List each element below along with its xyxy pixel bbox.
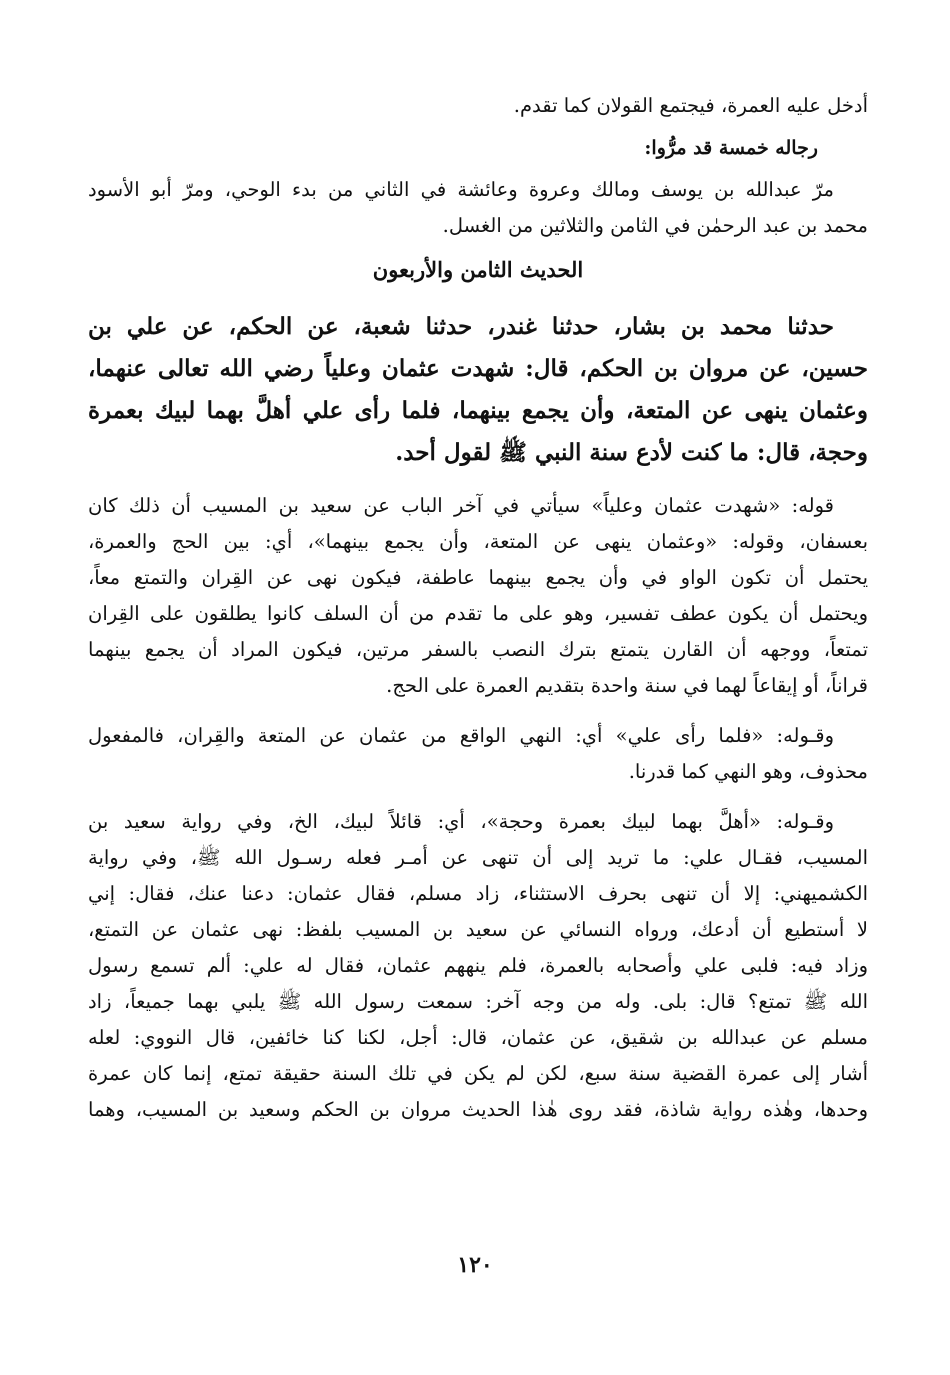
hadith-line: وحجة، قال: ما كنت لأدع سنة النبي ﷺ لقول أحد. <box>395 439 868 466</box>
commentary-line: أشار إلى عمرة القضية سنة سبع، لكن لم يكن في تلك السنة حقيقة تمتع، إنما كان عمرة <box>88 1062 868 1085</box>
spacer <box>88 704 868 718</box>
narrators-heading: رجاله خمسة قد مرُّوا: <box>644 137 818 159</box>
narrators-line: مرّ عبدالله بن يوسف ومالك وعروة وعائشة في الثاني من بدء الوحي، ومرّ أبو الأسود <box>88 178 834 201</box>
commentary-line: وحدها، وهٰذه رواية شاذة، فقد روى هٰذا الحديث مروان بن الحكم وسعيد بن المسيب، وهما <box>88 1098 868 1121</box>
spacer <box>88 292 868 306</box>
commentary-line: الله ﷺ تمتع؟ قال: بلى. وله من وجه آخر: سمعت رسول الله ﷺ يلبي بهما جميعاً، زاد <box>88 990 868 1013</box>
section-title: الحديث الثامن والأربعون <box>372 257 584 282</box>
commentary-line: قراناً، أو إيقاعاً لهما في سنة واحدة بتقديم العمرة على الحج. <box>386 674 868 697</box>
spacer <box>88 790 868 804</box>
commentary-line: وقـوله: «فلما رأى علي» أي: النهي الواقع من عثمان عن المتعة والقِران، فالمفعول <box>88 724 834 747</box>
commentary-line: تمتعاً، ووجهه أن القارن يتمتع بترك النصب بالسفر مرتين، فيكون المراد أن يجمع بينهما <box>88 638 868 661</box>
hadith-line: حدثنا محمد بن بشار، حدثنا غندر، حدثنا شعبة، عن الحكم، عن علي بن <box>88 313 834 340</box>
commentary-line: المسيب، فقـال علي: ما تريد إلى أن تنهى عن أمـر فعله رسـول الله ﷺ، وفي رواية <box>88 846 868 869</box>
commentary-line: الكشميهني: إلا أن تنهى بحرف الاستثناء، زاد مسلم، فقال عثمان: دعنا عنك، فقال: إني <box>88 882 868 905</box>
commentary-line: يحتمل أن تكون الواو في وأن يجمع بينهما عاطفة، فيكون نهى عن القِران والتمتع معاً، <box>88 566 868 589</box>
commentary-line: وزاد فيه: فلبى علي وأصحابه بالعمرة، فلم ينههم عثمان، فقال له علي: ألم تسمع رسول <box>88 954 868 977</box>
intro-line: أدخل عليه العمرة، فيجتمع القولان كما تقدم. <box>513 94 868 117</box>
book-page <box>88 88 868 1128</box>
narrators-line: محمد بن عبد الرحمٰن في الثامن والثلاثين من الغسل. <box>442 214 868 237</box>
commentary-line: ويحتمل أن يكون عطف تفسير، وهو على ما تقدم من أن السلف كانوا يطلقون على القِران <box>88 602 868 625</box>
hadith-line: وعثمان ينهى عن المتعة، وأن يجمع بينهما، فلما رأى علي أهلَّ بهما لبيك بعمرة <box>88 397 868 424</box>
commentary-line: قوله: «شهدت عثمان وعلياً» سيأتي في آخر الباب عن سعيد بن المسيب أن ذلك كان <box>88 494 834 517</box>
commentary-line: محذوف، وهو النهي كما قدرنا. <box>628 760 868 783</box>
commentary-line: وقـوله: «أهلَّ بهما لبيك بعمرة وحجة»، أي: قائلاً لبيك، الخ، وفي رواية سعيد بن <box>88 810 834 833</box>
page-number: ١٢٠ <box>457 1252 493 1278</box>
commentary-line: مسلم عن عبدالله بن شقيق، عن عثمان، قال: أجل، لكنا كنا خائفين، قال النووي: لعله <box>88 1026 868 1049</box>
hadith-line: حسين، عن مروان بن الحكم، قال: شهدت عثمان وعلياً رضي الله تعالى عنهما، <box>88 355 868 382</box>
commentary-line: بعسفان، وقوله: «وعثمان ينهى عن المتعة، وأن يجمع بينهما»، أي: بين الحج والعمرة، <box>88 530 868 553</box>
spacer <box>88 474 868 488</box>
commentary-line: لا أستطيع أن أدعك، ورواه النسائي عن سعيد بن المسيب بلفظ: نهى عثمان عن التمتع، <box>88 918 868 941</box>
